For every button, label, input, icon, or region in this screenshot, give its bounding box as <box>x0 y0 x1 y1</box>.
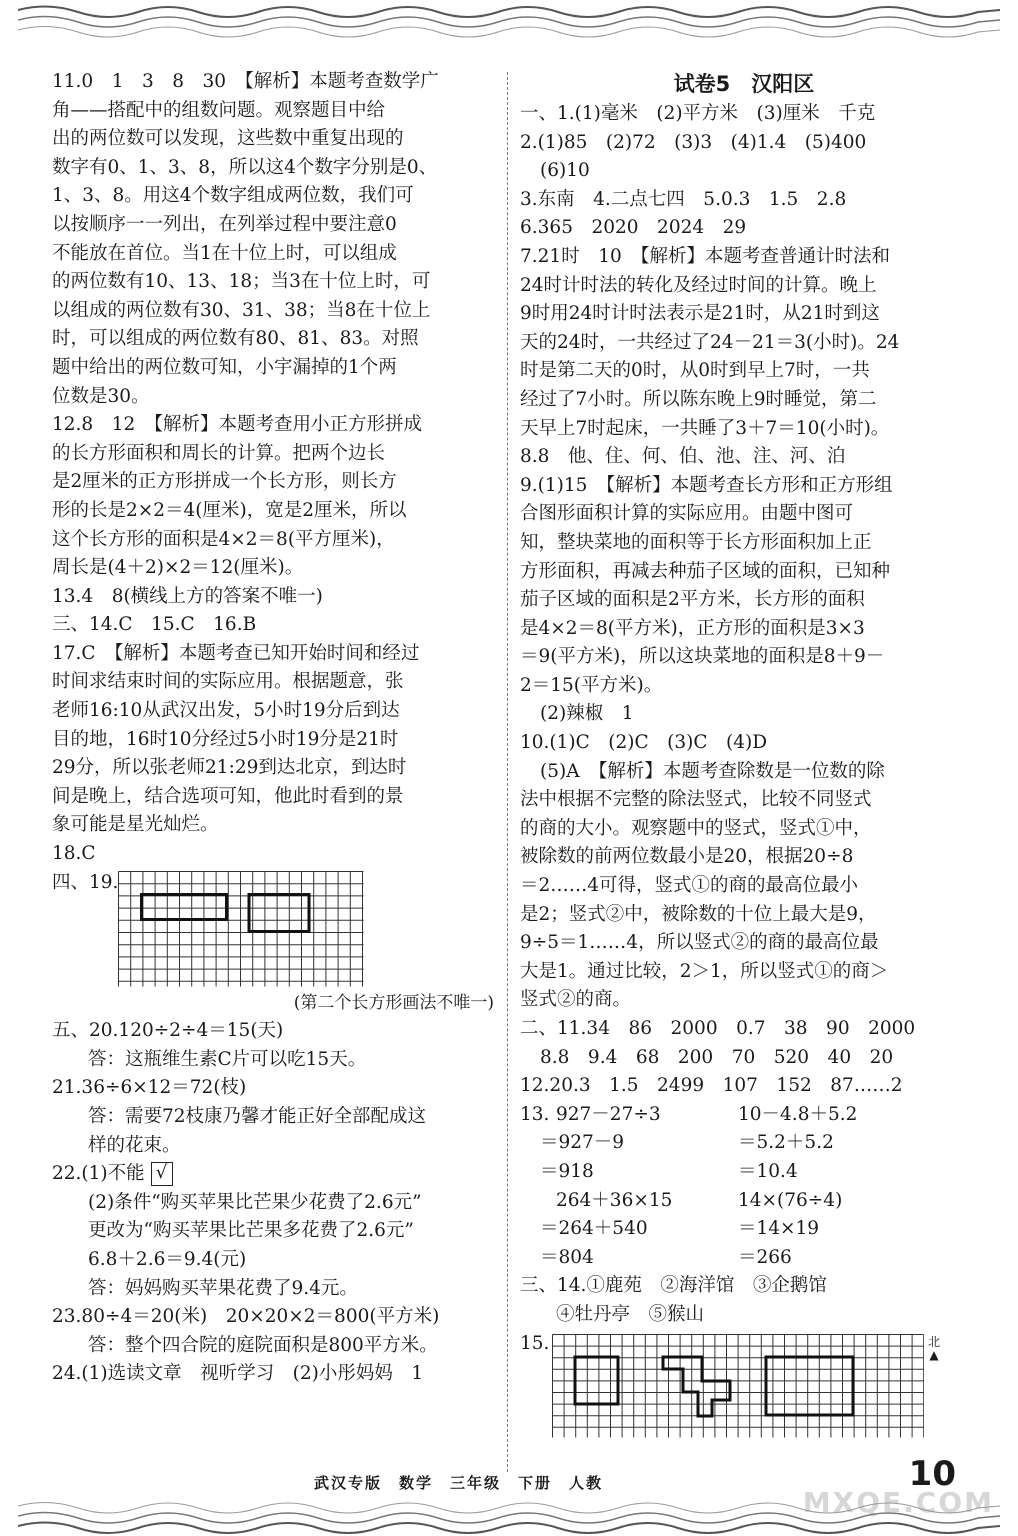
q13-label: 13. <box>520 1103 550 1125</box>
q12-answer <box>52 411 500 583</box>
watermark: MXQE.COM <box>802 1486 994 1519</box>
q17-line: 老师16:10从武汉出发，5小时19分后到达 <box>52 700 400 722</box>
q14-line: ④牡丹亭 ⑤猴山 <box>556 1303 705 1325</box>
q10-line: 10.(1)C (2)C (3)C (4)D <box>520 732 768 754</box>
q7-line: 天早上7时起床，一共睡了3＋7＝10(小时)。 <box>520 417 890 439</box>
q13-right-step: 10－4.8＋5.2 <box>738 1103 858 1125</box>
q24-answer: 24.(1)选读文章 视听学习 (2)小彤妈妈 1 <box>52 1363 424 1385</box>
q9-line: 茄子区域的面积是2平方米，长方形的面积 <box>520 589 865 611</box>
q17-line: 象可能是星光灿烂。 <box>52 814 219 836</box>
q15-grid-figure <box>552 1334 924 1438</box>
q11-line: 的两位数有10、13、18；当3在十位上时，可 <box>52 271 431 293</box>
q10-line: 的商的大小。观察题中的竖式，竖式①中， <box>520 817 872 839</box>
right-line: 3.东南 4.二点七四 5.0.3 1.5 2.8 <box>520 188 847 210</box>
q13-right-step: ＝10.4 <box>738 1160 798 1182</box>
q13-row <box>520 1244 968 1273</box>
q11-line: 以按顺序一一列出，在列举过程中要注意0 <box>52 213 397 235</box>
q7-answer <box>520 243 968 443</box>
q14-line: 三、14.①鹿苑 ②海洋馆 ③企鹅馆 <box>520 1275 827 1297</box>
q14-16-answer: 三、14.C 15.C 16.B <box>52 614 257 636</box>
q22-part1 <box>52 1160 500 1189</box>
q7-line: 9时用24时计时法表示是21时，从21时到这 <box>520 303 880 325</box>
q9-line: 合图形面积计算的实际应用。由题中图可 <box>520 503 854 525</box>
q21-calc: 21.36÷6×12＝72(枝) <box>52 1077 247 1099</box>
top-border <box>18 0 1000 48</box>
q13-row <box>520 1215 968 1244</box>
q22-part2-line: 更改为“购买苹果比芒果多花费了2.6元” <box>88 1220 414 1242</box>
q22-part2-line: 6.8＋2.6＝9.4(元) <box>88 1248 247 1270</box>
left-column <box>52 68 500 1456</box>
q11-line: 位数是30。 <box>52 385 150 407</box>
check-mark-icon: √ <box>151 1162 173 1186</box>
q12-line: 的长方形面积和周长的计算。把两个边长 <box>52 442 386 464</box>
q10-answer <box>520 729 968 1015</box>
q13-left-step: ＝927－9 <box>540 1132 625 1154</box>
q21-answer-line: 样的花束。 <box>88 1134 181 1156</box>
q9-line: ＝9(平方米)，所以这块菜地的面积是8＋9－ <box>520 646 885 668</box>
q17-answer <box>52 640 500 840</box>
q17-line: 目的地，16时10分经过5小时19分是21时 <box>52 728 399 750</box>
q9-answer <box>520 472 968 729</box>
right-line: 2.(1)85 (2)72 (3)3 (4)1.4 (5)400 <box>520 131 867 153</box>
q9-line: (2)辣椒 1 <box>540 703 634 725</box>
q13-calculations <box>520 1101 968 1273</box>
q15-rectangle-shape <box>766 1357 853 1415</box>
q13-right-step: ＝266 <box>738 1246 792 1268</box>
q7-line: 天的24时，一共经过了24－21＝3(小时)。24 <box>520 331 900 353</box>
q13-right-step: 14×(76÷4) <box>738 1189 843 1211</box>
q9-line: 知，整块菜地的面积等于长方形面积加上正 <box>520 531 872 553</box>
q23-calc: 23.80÷4＝20(米) 20×20×2＝800(平方米) <box>52 1306 440 1328</box>
q10-line: 被除数的前两位数最小是20，根据20÷8 <box>520 846 854 868</box>
q19-label: 四、19. <box>52 871 119 893</box>
q9-line: 9.(1)15 【解析】本题考查长方形和正方形组 <box>520 474 893 496</box>
right-line: 6.365 2020 2024 29 <box>520 217 747 239</box>
section-heading: 试卷5 汉阳区 <box>673 72 815 96</box>
q7-line: 24时计时法的转化及经过时间的计算。晚上 <box>520 274 877 296</box>
q12-line: 形的长是2×2＝4(厘米)，宽是2厘米，所以 <box>52 499 407 521</box>
q20-answer: 答：这瓶维生素C片可以吃15天。 <box>88 1048 367 1070</box>
q9-line: 是4×2＝8(平方米)，正方形的面积是3×3 <box>520 617 865 639</box>
q17-line: 29分，所以张老师21:29到达北京，到达时 <box>52 757 407 779</box>
column-divider <box>507 72 508 1472</box>
q11-line: 以组成的两位数有30、31、38；当8在十位上 <box>52 299 431 321</box>
q22-part2-line: 答：妈妈购买苹果花费了9.4元。 <box>88 1277 358 1299</box>
q19-note: (第二个长方形画法不唯一) <box>293 992 494 1013</box>
q11-line: 时，可以组成的两位数有80、81、83。对照 <box>52 328 419 350</box>
q13-row <box>520 1101 968 1130</box>
q13-right-step: ＝5.2＋5.2 <box>738 1132 834 1154</box>
q15-l-shape <box>663 1357 730 1416</box>
q19-rectangle-2 <box>249 894 309 931</box>
q12-answer: 12.20.3 1.5 2499 107 152 87……2 <box>520 1075 903 1097</box>
north-arrow-icon <box>928 1336 940 1362</box>
q11-line: 角——搭配中的组数问题。观察题目中给 <box>52 99 386 121</box>
q7-line: 7.21时 10 【解析】本题考查普通计时法和 <box>520 245 890 267</box>
q18-answer: 18.C <box>52 843 96 865</box>
q11-line: 二、11.34 86 2000 0.7 38 90 2000 <box>520 1018 916 1039</box>
q13-row <box>520 1187 968 1216</box>
q13-left-step: ＝918 <box>540 1160 594 1182</box>
q13-row <box>520 1158 968 1187</box>
q13-left-step: 264＋36×15 <box>556 1189 673 1211</box>
q10-line: 9÷5＝1……4，所以竖式②的商的最高位最 <box>520 932 879 954</box>
q12-line: 12.8 12 【解析】本题考查用小正方形拼成 <box>52 414 422 436</box>
q12-line: 是2厘米的正方形拼成一个长方形，则长方 <box>52 471 397 493</box>
right-line: 一、1.(1)毫米 (2)平方米 (3)厘米 千克 <box>520 103 876 124</box>
q17-line: 17.C 【解析】本题考查已知开始时间和经过 <box>52 642 420 664</box>
north-label: 北 <box>928 1335 941 1349</box>
q15-block <box>520 1330 968 1442</box>
q17-line: 间是晚上，结合选项可知，他此时看到的景 <box>52 785 404 807</box>
page-number: 10 <box>908 1454 956 1494</box>
arrow-up-icon: ▲ <box>929 1348 939 1362</box>
q11-line: 1、3、8。用这4个数字组成两位数，我们可 <box>52 185 414 207</box>
q23-answer: 答：整个四合院的庭院面积是800平方米。 <box>88 1334 438 1356</box>
q10-line: (5)A 【解析】本题考查除数是一位数的除 <box>540 760 885 782</box>
q19-grid-figure <box>118 871 364 987</box>
q11-line: 8.8 9.4 68 200 70 520 40 20 <box>540 1046 894 1068</box>
q10-line: ＝2……4可得，竖式①的商的最高位最小 <box>520 875 859 897</box>
q10-line: 是2；竖式②中，被除数的十位上最大是9， <box>520 903 877 925</box>
q10-line: 竖式②的商。 <box>520 989 632 1011</box>
footer-book-info: 武汉专版 数学 三年级 下册 人教 <box>314 1474 604 1492</box>
right-column <box>520 68 968 1456</box>
q19-rectangle-1 <box>142 894 227 919</box>
q12-line: 这个长方形的面积是4×2＝8(平方厘米)， <box>52 528 395 550</box>
q13-row <box>520 1129 968 1158</box>
q15-label: 15. <box>520 1332 550 1354</box>
q12-line: 周长是(4＋2)×2＝12(厘米)。 <box>52 557 304 579</box>
right-line: (6)10 <box>540 160 590 182</box>
q9-line: 2＝15(平方米)。 <box>520 674 663 696</box>
q13-left-step: 927－27÷3 <box>556 1103 661 1125</box>
q21-answer-line: 答：需要72枝康乃馨才能正好全部配成这 <box>88 1106 427 1127</box>
q11-answer <box>52 68 500 411</box>
q20-calc: 五、20.120÷2÷4＝15(天) <box>52 1020 284 1042</box>
q13-right-step: ＝14×19 <box>738 1218 820 1240</box>
q10-line: 大是1。通过比较，2＞1，所以竖式①的商＞ <box>520 960 889 982</box>
q11-line: 11.0 1 3 8 30 【解析】本题考查数学广 <box>52 71 439 92</box>
q13-answer: 13.4 8(横线上方的答案不唯一) <box>52 585 323 607</box>
q17-line: 时间求结束时间的实际应用。根据题意，张 <box>52 671 404 693</box>
q11-line: 数字有0、1、3、8，所以这4个数字分别是0、 <box>52 156 438 178</box>
q10-line: 法中根据不完整的除法竖式，比较不同竖式 <box>520 789 872 811</box>
q7-line: 时是第二天的0时，从0时到早上7时，一共 <box>520 360 870 382</box>
q13-left-step: ＝804 <box>540 1246 594 1268</box>
q11-line: 题中给出的两位数可知，小宇漏掉的1个两 <box>52 356 397 378</box>
q11-line: 出的两位数可以发现，这些数中重复出现的 <box>52 128 404 150</box>
q9-line: 方形面积，再减去种茄子区域的面积，已知种 <box>520 560 891 582</box>
q22-part2-line: (2)条件“购买苹果比芒果少花费了2.6元” <box>88 1191 422 1213</box>
q19-block <box>52 869 500 989</box>
q22-part1-text: 22.(1)不能 <box>52 1163 145 1185</box>
q13-left-step: ＝264＋540 <box>540 1218 648 1240</box>
q7-line: 经过了7小时。所以陈东晚上9时睡觉，第二 <box>520 388 877 410</box>
q8-answer: 8.8 他、住、何、伯、池、注、河、泊 <box>520 446 846 468</box>
q11-line: 不能放在首位。当1在十位上时，可以组成 <box>52 242 397 264</box>
